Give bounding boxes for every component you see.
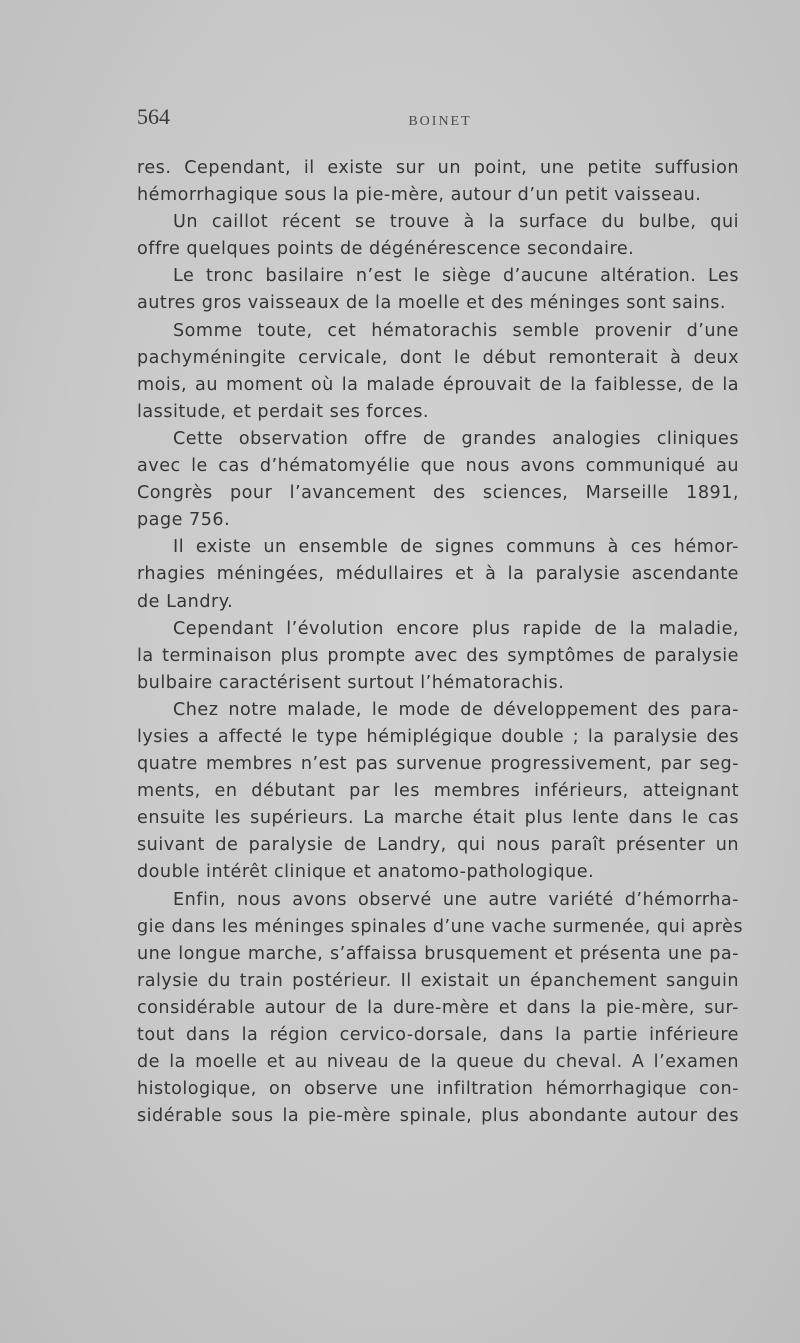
body-text [137, 155, 744, 1130]
text-line: Cependant l’évolution encore plus rapide de la maladie, [173, 618, 739, 639]
running-head: BOINET [408, 114, 472, 129]
text-line: gie dans les méninges spinales d’une vache surmenée, qui après [137, 916, 744, 937]
text-line: suivant de paralysie de Landry, qui nous paraît présenter un [137, 835, 739, 856]
text-line: lassitude, et perdait ses forces. [137, 401, 429, 422]
text-line: page 756. [137, 510, 231, 531]
text-line: pachyméningite cervicale, dont le début remonterait à deux [137, 347, 739, 368]
text-line: histologique, on observe une infiltration hémorrhagique con- [137, 1079, 739, 1100]
text-line: Il existe un ensemble de signes communs à ces hémor- [173, 537, 739, 558]
text-line: mois, au moment où la malade éprouvait de la faiblesse, de la [137, 374, 739, 395]
text-line: la terminaison plus prompte avec des symptômes de paralysie [137, 645, 739, 666]
text-line: Congrès pour l’avancement des sciences, Marseille 1891, [137, 483, 739, 504]
text-line: quatre membres n’est pas survenue progressivement, par seg- [137, 754, 739, 775]
text-line: hémorrhagique sous la pie-mère, autour d’un petit vaisseau. [137, 185, 702, 206]
text-line: ensuite les supérieurs. La marche était plus lente dans le cas [137, 808, 739, 829]
text-line: Le tronc basilaire n’est le siège d’aucune altération. Les [173, 266, 739, 287]
text-line: de Landry. [137, 591, 234, 612]
text-line: Chez notre malade, le mode de développement des para- [173, 699, 739, 720]
text-line: Enfin, nous avons observé une autre variété d’hémorrha- [173, 889, 739, 910]
text-line: ments, en débutant par les membres inférieurs, atteignant [137, 781, 739, 802]
text-line: bulbaire caractérisent surtout l’hématorachis. [137, 672, 565, 693]
page-number: 564 [137, 104, 170, 129]
text-line: res. Cependant, il existe sur un point, une petite suffusion [137, 158, 739, 178]
text-line: autres gros vaisseaux de la moelle et des méninges sont sains. [137, 293, 727, 314]
text-line: offre quelques points de dégénérescence secondaire. [137, 239, 635, 260]
text-line: Un caillot récent se trouve à la surface du bulbe, qui [173, 212, 739, 233]
text-line: rhagies méningées, médullaires et à la paralysie ascendante [137, 564, 739, 585]
text-line: lysies a affecté le type hémiplégique double ; la paralysie des [137, 726, 739, 747]
text-line: avec le cas d’hématomyélie que nous avons communiqué au [137, 456, 739, 477]
text-line: sidérable sous la pie-mère spinale, plus abondante autour des [137, 1106, 739, 1127]
text-line: Somme toute, cet hématorachis semble provenir d’une [173, 320, 739, 341]
text-line: de la moelle et au niveau de la queue du cheval. A l’examen [137, 1052, 739, 1073]
text-line: Cette observation offre de grandes analogies cliniques [173, 428, 739, 449]
text-line: ralysie du train postérieur. Il existait un épanchement sanguin [137, 970, 739, 991]
text-line: une longue marche, s’affaissa brusquement et présenta une pa- [137, 943, 739, 964]
text-line: considérable autour de la dure-mère et dans la pie-mère, sur- [137, 997, 739, 1018]
text-line: tout dans la région cervico-dorsale, dans la partie inférieure [137, 1025, 739, 1045]
text-line: double intérêt clinique et anatomo-pathologique. [137, 862, 595, 883]
